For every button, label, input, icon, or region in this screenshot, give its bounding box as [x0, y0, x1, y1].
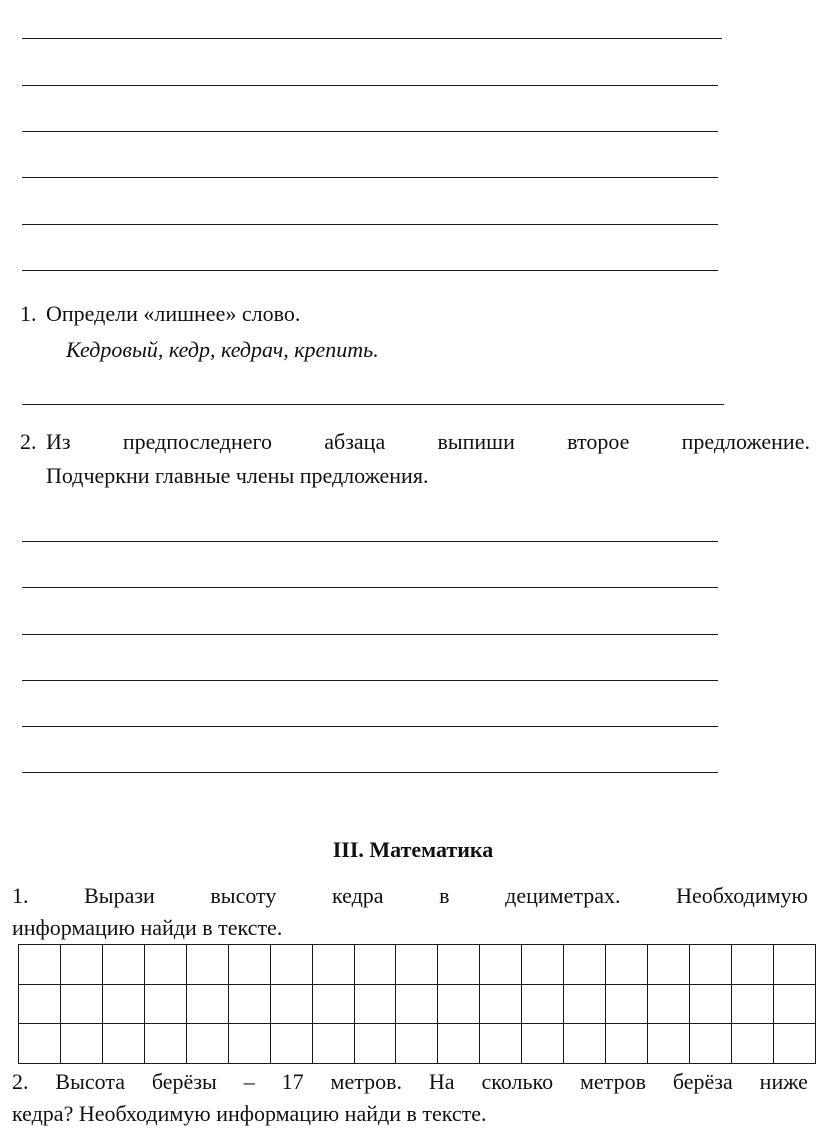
word: Необходимую	[676, 883, 808, 908]
word: предпоследнего	[122, 429, 273, 454]
word: метров.	[330, 1069, 402, 1094]
answer-line[interactable]	[22, 680, 718, 681]
answer-line[interactable]	[22, 224, 718, 225]
word: кедра	[331, 883, 384, 908]
word: высоту	[210, 883, 277, 908]
grid-row	[19, 945, 816, 985]
task-2-line-2: Подчеркни главные члены предложения.	[46, 463, 429, 488]
answer-line[interactable]	[22, 38, 722, 39]
word: в	[439, 883, 450, 908]
answer-line[interactable]	[22, 270, 718, 271]
answer-grid[interactable]	[18, 944, 816, 1064]
answer-line[interactable]	[22, 85, 718, 86]
answer-line[interactable]	[22, 772, 718, 773]
word: 2.	[12, 1069, 29, 1094]
answer-line[interactable]	[22, 404, 724, 405]
word: абзаца	[324, 429, 386, 454]
word: дециметрах.	[505, 883, 621, 908]
word: берёза	[672, 1069, 733, 1094]
math-task-2-line-1	[12, 1068, 808, 1096]
word: берёзы	[151, 1069, 217, 1094]
answer-line[interactable]	[22, 587, 718, 588]
math-task-2-line-2: кедра? Необходимую информацию найди в тексте.	[12, 1101, 487, 1126]
word: Вырази	[84, 883, 155, 908]
answer-line[interactable]	[22, 131, 718, 132]
word: 17	[281, 1069, 304, 1094]
math-task-1-line-2: информацию найди в тексте.	[12, 915, 283, 940]
answer-line[interactable]	[22, 541, 718, 542]
word: На	[428, 1069, 455, 1094]
word: выпиши	[437, 429, 515, 454]
task-1-number: 1.	[20, 301, 37, 326]
word: ниже	[759, 1069, 808, 1094]
word: 1.	[12, 883, 29, 908]
task-2-number: 2.	[20, 429, 37, 454]
task-2-line-1	[46, 428, 810, 456]
grid-row	[19, 1024, 816, 1064]
word: Высота	[55, 1069, 125, 1094]
word: предложение.	[681, 429, 810, 454]
word: –	[243, 1069, 255, 1094]
word: метров	[580, 1069, 646, 1094]
answer-line[interactable]	[22, 634, 718, 635]
answer-line[interactable]	[22, 177, 718, 178]
word: второе	[567, 429, 630, 454]
grid-row	[19, 984, 816, 1024]
word: Из	[46, 429, 71, 454]
task-1-text: Определи «лишнее» слово.	[46, 301, 301, 326]
answer-line[interactable]	[22, 726, 718, 727]
word: сколько	[481, 1069, 554, 1094]
section-title: III. Математика	[332, 837, 494, 862]
math-task-1-line-1	[12, 882, 808, 910]
task-1-words: Кедровый, кедр, кедрач, крепить.	[66, 337, 379, 362]
